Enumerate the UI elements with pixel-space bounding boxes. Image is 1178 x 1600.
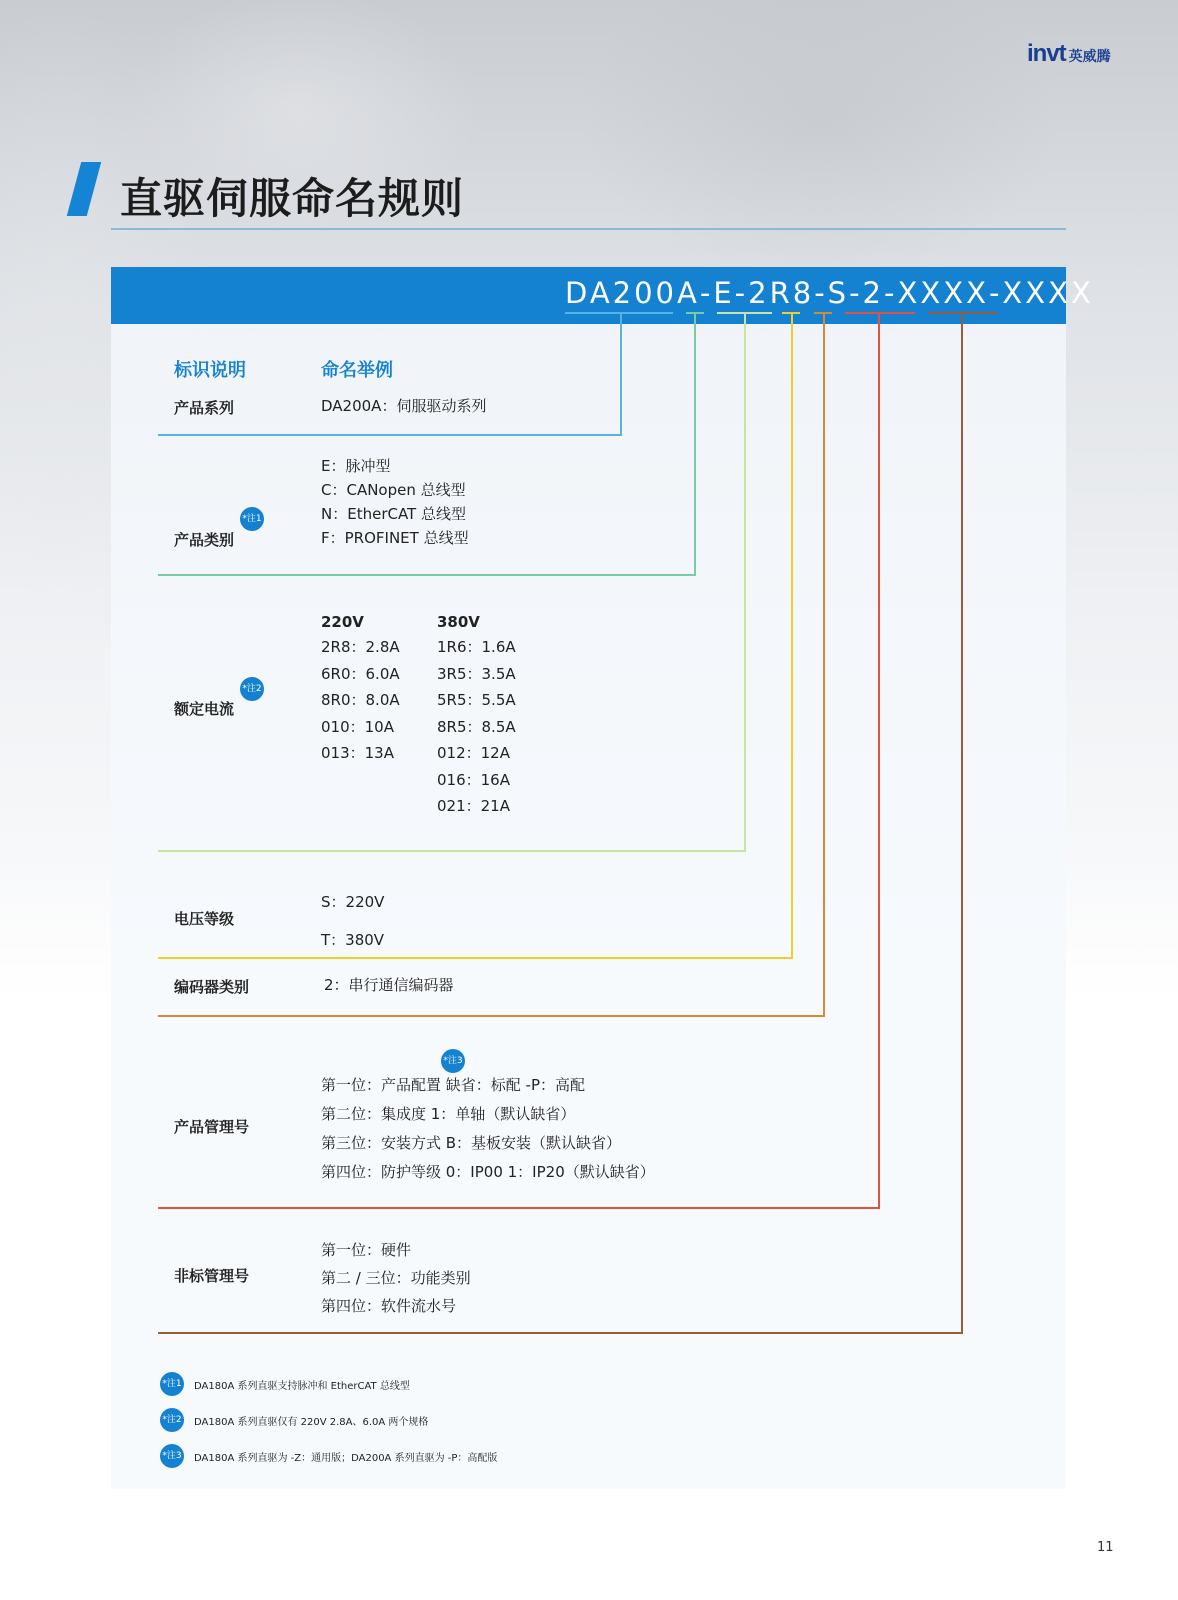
footnote-1	[160, 1372, 410, 1396]
title-divider	[111, 228, 1066, 230]
rule-series	[158, 434, 622, 436]
underline-nonstd-mgmt	[928, 312, 998, 314]
connector-series	[620, 314, 622, 436]
value-voltage	[321, 883, 384, 959]
rule-type	[158, 574, 696, 576]
code-segment: 2R8	[748, 276, 815, 310]
code-separator: -	[734, 276, 749, 310]
value-line: 010：10A	[321, 717, 394, 736]
label-series: 产品系列	[174, 399, 235, 417]
value-line: 8R0：8.0A	[321, 691, 400, 709]
note-badge-2: *注2	[160, 1408, 184, 1432]
code-separator: -	[699, 276, 714, 310]
code-separator: -	[814, 276, 828, 310]
content-panel	[111, 267, 1066, 1489]
connector-current	[744, 314, 746, 852]
code-segment: XXXX	[897, 276, 989, 310]
underline-series	[565, 312, 673, 314]
rule-nonstd-mgmt	[158, 1332, 963, 1334]
code-segment: S	[827, 276, 850, 310]
footnote-text: DA180A 系列直驱为 -Z：通用版；DA200A 系列直驱为 -P：高配版	[194, 1452, 498, 1464]
value-line: F：PROFINET 总线型	[321, 529, 469, 547]
value-type	[321, 454, 469, 550]
note-badge-2: *注2	[240, 677, 264, 701]
note-badge-3: *注3	[160, 1444, 184, 1468]
value-line: 6R0：6.0A	[321, 664, 400, 683]
page-number: 11	[1097, 1540, 1114, 1555]
label-product-mgmt: 产品管理号	[174, 1118, 250, 1136]
value-line: E：脉冲型	[321, 457, 391, 475]
value-line: 2：串行通信编码器	[324, 976, 454, 994]
rule-encoder	[158, 1015, 825, 1017]
note-badge-3: *注3	[441, 1049, 465, 1073]
value-encoder	[324, 973, 454, 997]
value-line: 021：21A	[437, 797, 510, 815]
connector-encoder	[823, 314, 825, 1017]
label-current: 额定电流	[174, 700, 235, 718]
value-line: 3R5：3.5A	[437, 664, 516, 683]
label-encoder: 编码器类别	[174, 978, 250, 996]
connector-product-mgmt	[878, 314, 880, 1209]
code-separator: -	[849, 276, 863, 310]
code-segment: DA200A	[565, 276, 700, 310]
value-line: C：CANopen 总线型	[321, 481, 466, 499]
value-line: T：380V	[321, 931, 385, 949]
footnote-3	[160, 1444, 497, 1468]
code-separator: -	[988, 276, 1003, 310]
connector-voltage	[791, 314, 793, 959]
value-line: 1R6：1.6A	[437, 638, 516, 656]
value-series	[321, 394, 486, 418]
column-header: 220V	[321, 613, 364, 631]
value-line: 第一位：产品配置 缺省：标配 -P：高配	[321, 1076, 585, 1094]
value-line: 016：16A	[437, 770, 510, 789]
label-nonstd-mgmt: 非标管理号	[174, 1267, 250, 1285]
value-product-mgmt	[321, 1071, 655, 1187]
connector-type	[694, 314, 696, 576]
value-line: 5R5：5.5A	[437, 691, 516, 709]
value-line: S：220V	[321, 893, 385, 911]
page-title: 直驱伺服命名规则	[120, 174, 465, 223]
note-badge-1: *注1	[240, 507, 264, 531]
value-line: DA200A：伺服驱动系列	[321, 397, 487, 415]
connector-nonstd-mgmt	[961, 314, 963, 1334]
logo-text: invt	[1027, 40, 1066, 67]
rule-voltage	[158, 957, 793, 959]
footnote-text: DA180A 系列直驱仅有 220V 2.8A、6.0A 两个规格	[194, 1416, 429, 1428]
value-nonstd-mgmt	[321, 1236, 471, 1320]
label-voltage: 电压等级	[174, 910, 235, 928]
note-badge-1: *注1	[160, 1372, 184, 1396]
value-line: 第二 / 三位：功能类别	[321, 1269, 471, 1287]
value-line: 第四位：软件流水号	[321, 1297, 457, 1315]
value-line: N：EtherCAT 总线型	[321, 505, 466, 523]
code-segment: XXXX	[1002, 276, 1094, 310]
rule-current	[158, 850, 746, 852]
value-line: 012：12A	[437, 744, 510, 762]
value-line: 8R5：8.5A	[437, 717, 516, 736]
code-separator: -	[884, 276, 898, 310]
model-code	[565, 276, 1094, 310]
footnote-text: DA180A 系列直驱支持脉冲和 EtherCAT 总线型	[194, 1380, 410, 1392]
value-line: 第一位：硬件	[321, 1241, 412, 1259]
label-type: 产品类别	[174, 531, 235, 549]
current-220v-column	[321, 610, 400, 767]
value-line: 第二位：集成度 1：单轴（默认缺省）	[321, 1105, 576, 1123]
footnote-2	[160, 1408, 428, 1432]
value-line: 第四位：防护等级 0：IP00 1：IP20（默认缺省）	[321, 1163, 655, 1181]
rule-product-mgmt	[158, 1207, 880, 1209]
header-example-col: 命名举例	[321, 360, 393, 381]
header-label-col: 标识说明	[174, 360, 246, 381]
value-line: 013：13A	[321, 744, 394, 762]
underline-product-mgmt	[845, 312, 915, 314]
value-line: 第三位：安装方式 B：基板安装（默认缺省）	[321, 1134, 622, 1152]
value-line: 2R8：2.8A	[321, 638, 400, 656]
logo-cn: 英威腾	[1068, 49, 1111, 65]
code-segment: E	[713, 276, 735, 310]
brand-logo	[1027, 40, 1111, 68]
column-header: 380V	[437, 613, 480, 631]
current-380v-column	[437, 610, 516, 820]
code-segment: 2	[862, 276, 884, 310]
